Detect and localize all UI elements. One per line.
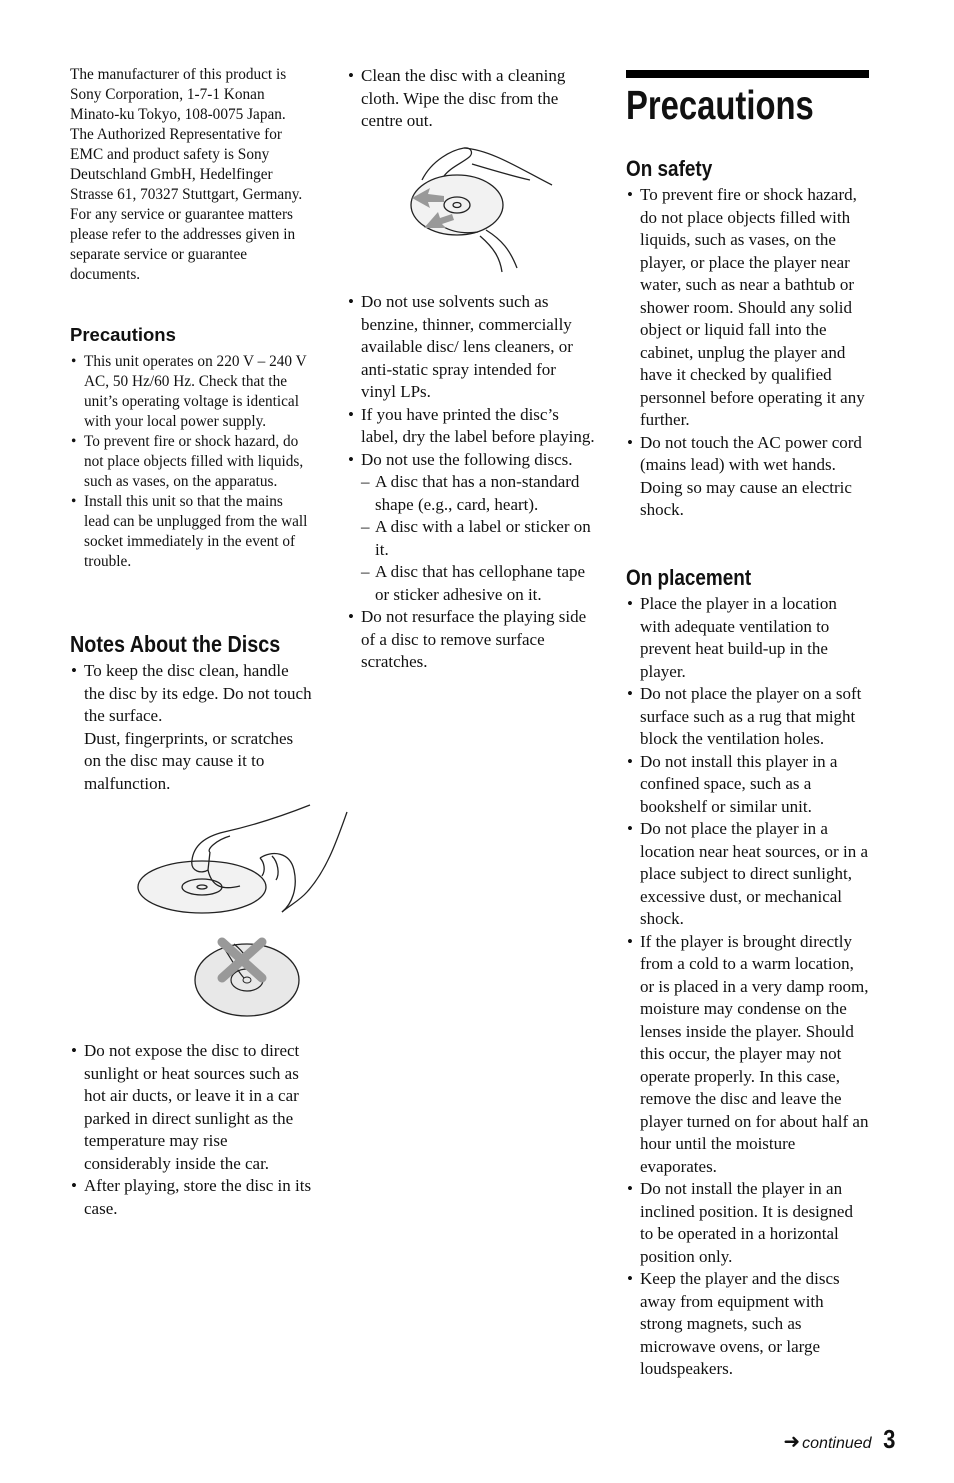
handle-disc-text: To keep the disc clean, handle the disc by its edge. Do not touch the surface. (84, 661, 312, 725)
notes-about-discs-heading: Notes About the Discs (70, 631, 281, 657)
list-item: • Do not install the player in an inclined position. It is designed to be operated in a horizontal position only. (626, 1178, 870, 1268)
list-item: • Install this unit so that the mains lead can be unplugged from the wall socket immediately in the event of trouble. (70, 492, 312, 572)
list-item: • Place the player in a location with adequate ventilation to prevent heat build-up in the player. (626, 593, 870, 683)
list-item: • Do not expose the disc to direct sunlight or heat sources such as hot air ducts, or leave it in a car parked in direct sunlight as the temperature may rise considerably inside the car. (70, 1040, 312, 1175)
list-item: • This unit operates on 220 V – 240 V AC, 50 Hz/60 Hz. Check that the unit’s operating voltage is identical with your local power supply. (70, 352, 312, 432)
list-item: • Keep the player and the discs away from equipment with strong magnets, such as microwave ovens, or large loudspeakers. (626, 1268, 870, 1381)
list-item: • If you have printed the disc’s label, dry the label before playing. (347, 404, 595, 449)
continued-indicator (783, 1429, 871, 1454)
list-item (70, 660, 312, 795)
list-item: • Do not place the player in a location near heat sources, or in a place subject to direct sunlight, excessive dust, or mechanical shock. (626, 818, 870, 931)
list-item: • To prevent fire or shock hazard, do not place objects filled with liquids, such as vases, on the player, or place the player near water, such as near a bathtub or shower room. Should any solid object or liquid fall into the cabinet, unplug the player and have it checked by qualified personnel before operating it any further. (626, 184, 870, 432)
placement-list (626, 593, 870, 1381)
list-item: • To prevent fire or shock hazard, do not place objects filled with liquids, such as vases, on the apparatus. (70, 432, 312, 492)
precautions-subheading: Precautions (70, 324, 176, 345)
discs-list-bottom (70, 1040, 312, 1220)
continued-label: continued (802, 1435, 872, 1452)
unusable-discs-list (361, 471, 595, 606)
list-item: • Do not resurface the playing side of a disc to remove surface scratches. (347, 606, 595, 674)
page-number: 3 (882, 1424, 895, 1454)
precautions-list (70, 352, 312, 572)
list-item: – A disc that has a non-standard shape (e.g., card, heart). (361, 471, 595, 516)
dust-warning-text: Dust, fingerprints, or scratches on the disc may cause it to malfunction. (84, 728, 294, 793)
list-item: • Clean the disc with a cleaning cloth. Wipe the disc from the centre out. (347, 65, 595, 133)
on-placement-heading: On placement (626, 565, 752, 590)
disc-cleaning-illustration (402, 140, 567, 275)
list-item: • After playing, store the disc in its case. (70, 1175, 312, 1220)
following-discs-text: Do not use the following discs. (361, 449, 573, 469)
list-item: – A disc that has cellophane tape or sticker adhesive on it. (361, 561, 595, 606)
right-arrow-icon: ➜ (783, 1431, 801, 1453)
list-item: • Do not install this player in a confined space, such as a bookshelf or similar unit. (626, 751, 870, 819)
disc-handling-illustration (132, 800, 352, 1025)
cleaning-list (347, 65, 595, 133)
correct-handling-icon (138, 805, 347, 913)
list-item: – A disc with a label or sticker on it. (361, 516, 595, 561)
list-item: • If the player is brought directly from a cold to a warm location, or is placed in a very damp room, moisture may condense on the lenses inside the player. Should this occur, the player may not operate properly. In this case, remove the disc and leave the player turned on for about half an hour until the moisture evaporates. (626, 931, 870, 1179)
page-footer (783, 1424, 896, 1455)
manufacturer-notice: The manufacturer of this product is Sony Corporation, 1-7-1 Konan Minato-ku Tokyo, 108-0075 Japan. The Authorized Representative for EMC and product safety is Sony Deutschland GmbH, Hedelfinger Strasse 61, 70327 Stuttgart, Germany. For any service or guarantee matters please refer to the addresses given in separate service or guarantee documents. (70, 66, 303, 283)
page-title: Precautions (626, 82, 814, 128)
list-item: • Do not touch the AC power cord (mains lead) with wet hands. Doing so may cause an electric shock. (626, 432, 870, 522)
list-item: • Do not use solvents such as benzine, thinner, commercially available disc/ lens cleaners, or anti-static spray intended for vinyl LPs. (347, 291, 595, 404)
list-item: • Do not place the player on a soft surface such as a rug that might block the ventilation holes. (626, 683, 870, 751)
discs-list-top (70, 660, 312, 795)
title-rule (626, 70, 869, 78)
list-item (347, 449, 595, 607)
safety-list (626, 184, 870, 522)
incorrect-handling-icon (195, 942, 299, 1016)
disc-care-list (347, 291, 595, 674)
on-safety-heading: On safety (626, 156, 713, 181)
